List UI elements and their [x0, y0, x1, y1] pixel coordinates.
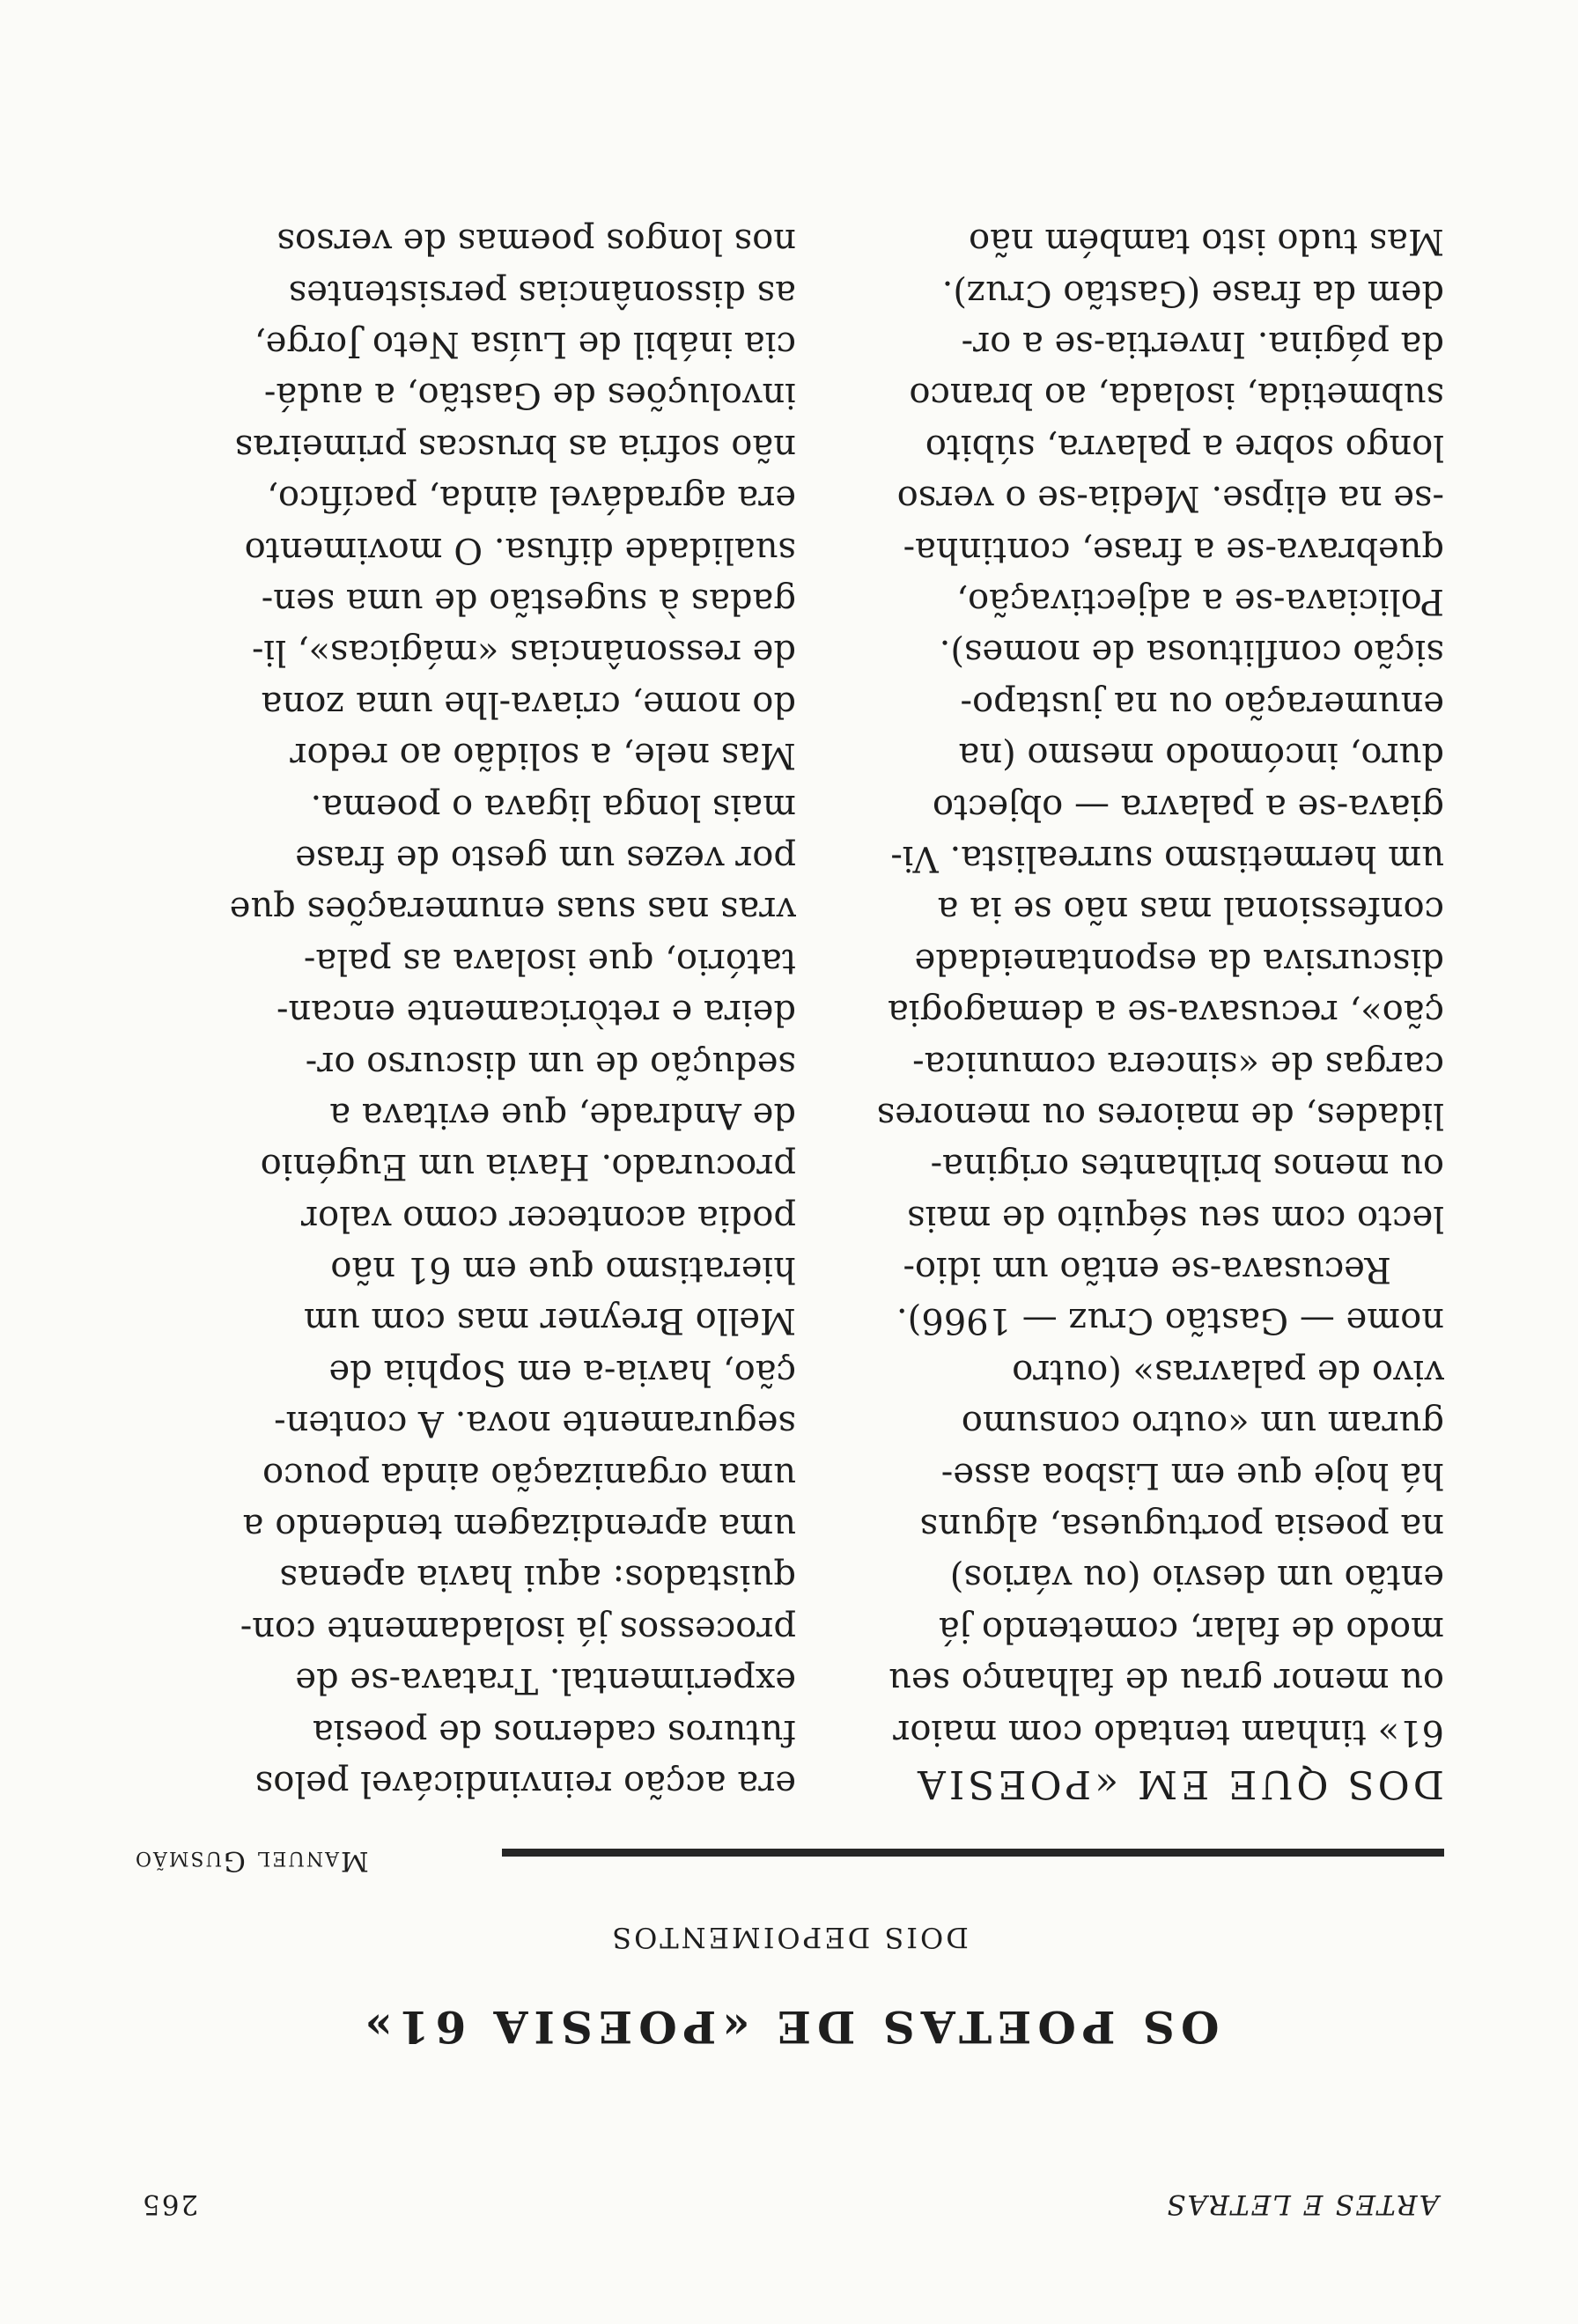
text-line: experimental. Tratava-se de: [295, 1660, 796, 1702]
text-line: Policiava-se a adjectivação,: [956, 581, 1444, 622]
text-line: discursiva da espontaneidade: [914, 940, 1444, 982]
text-line: cia inábil de Luísa Neto Jorge,: [254, 324, 796, 365]
text-line: Mello Breyner mas com um: [304, 1300, 796, 1342]
text-line: processos já isoladamente con-: [240, 1608, 796, 1650]
text-line: do nome, criava-lhe uma zona: [261, 683, 796, 724]
text-line: enumeração ou na justapo-: [960, 683, 1444, 724]
text-line: podia acontecer como valor: [300, 1197, 796, 1239]
text-line: um hermetismo surrealista. Vi-: [890, 837, 1444, 879]
text-line: Recusava-se então um idio-: [903, 1249, 1391, 1291]
text-line: cargas de «sincera comunica-: [912, 1043, 1444, 1085]
text-column-left: [859, 216, 1444, 1809]
text-line: ção», recusava-se a demagogia: [888, 992, 1444, 1033]
text-line: então um desvio (ou vários): [949, 1557, 1444, 1599]
text-line: as dissonâncias persistentes: [288, 272, 796, 313]
text-line: quebrava-se a frase, continha-: [903, 529, 1444, 570]
text-line: 61» tinham tentado com maior: [893, 1711, 1444, 1753]
text-line: guram um «outro consumo: [961, 1403, 1444, 1445]
text-line: sualidade difusa. O movimento: [244, 529, 796, 570]
text-line: vivo de palavras» (outro: [1012, 1351, 1444, 1393]
text-line: sição conflituosa de nomes).: [939, 632, 1444, 673]
text-column-right: [215, 216, 796, 1809]
text-line: quistados: aqui havia apenas: [279, 1557, 796, 1599]
text-line: vras nas suas enumerações que: [229, 889, 796, 930]
text-line: uma organização ainda pouco: [262, 1454, 796, 1496]
text-line: de Andrade, que evitava a: [329, 1094, 796, 1136]
text-line: duro, incómodo mesmo (na: [958, 735, 1444, 776]
text-line: lecto com seu séquito de mais: [907, 1197, 1444, 1239]
text-line: modo de falar, cometendo já: [938, 1608, 1444, 1650]
text-line: ou menos brilhantes origina-: [930, 1146, 1444, 1188]
text-line: longo sobre a palavra, súbito: [925, 426, 1444, 467]
article-subtitle: DOIS DEPOIMENTOS: [609, 1921, 969, 1954]
text-line: procurado. Havia um Eugénio: [260, 1146, 796, 1188]
text-line: deira e retòricamente encan-: [276, 992, 796, 1033]
text-line: nome — Gastão Cruz — 1966).: [896, 1300, 1444, 1342]
text-line: confessional mas não se ia a: [937, 889, 1444, 930]
text-line: Mas tudo isto também não: [969, 221, 1444, 262]
decorative-rule: [502, 1849, 1444, 1857]
text-line: era agradável ainda, pacífico,: [267, 478, 796, 519]
author-name: Manuel Gusmão: [134, 1845, 369, 1877]
text-line: tatório, que isolava as pala-: [303, 940, 796, 982]
text-line: por vezes um gesto de frase: [295, 837, 796, 879]
text-line: mais longa ligava o poema.: [310, 786, 796, 827]
text-line: há hoje que em Lisboa asse-: [940, 1454, 1444, 1496]
text-line: futuros cadernos de poesia: [312, 1711, 796, 1753]
text-line: na poesia portuguesa, alguns: [919, 1506, 1444, 1548]
text-line: gadas à sugestão de uma sen-: [261, 581, 796, 622]
byline: [134, 1824, 1444, 1877]
running-title: ARTES E LETRAS: [1165, 2188, 1439, 2220]
text-line: dem da frase (Gastão Cruz).: [941, 272, 1444, 313]
text-line: submetida, isolada, ao branco: [909, 375, 1444, 416]
text-line: hieratismo que em 61 não: [330, 1249, 796, 1291]
text-line: uma aprendizagem tendendo a: [242, 1506, 796, 1548]
text-line: ção, havia-a em Sophia de: [328, 1351, 796, 1393]
text-line: nos longos poemas de versos: [277, 221, 796, 262]
text-line: Mas nele, a solidão ao redor: [290, 735, 796, 776]
text-line: involuções de Gastão, a audá-: [263, 375, 796, 416]
text-line: não sofria as bruscas primeiras: [234, 426, 796, 467]
text-line: ou menor grau de falhanço seu: [889, 1660, 1444, 1702]
article-title: OS POETAS DE «POESIA 61»: [358, 2001, 1220, 2053]
text-line: seguramente nova. A conten-: [274, 1403, 796, 1445]
text-line: da página. Invertia-se a or-: [961, 324, 1444, 365]
text-line: -se na elipse. Media-se o verso: [896, 478, 1444, 519]
text-line: DOS QUE EM «POESIA: [914, 1761, 1444, 1806]
text-line: sedução de um discurso or-: [305, 1043, 796, 1085]
page-number: 265: [141, 2188, 199, 2220]
text-line: lidades, de maiores ou menores: [876, 1094, 1444, 1136]
text-line: de ressonâncias «mágicas», li-: [251, 632, 796, 673]
text-line: era acção reinvindicável pelos: [254, 1763, 796, 1804]
text-line: giava-se a palavra — objecto: [932, 786, 1444, 827]
